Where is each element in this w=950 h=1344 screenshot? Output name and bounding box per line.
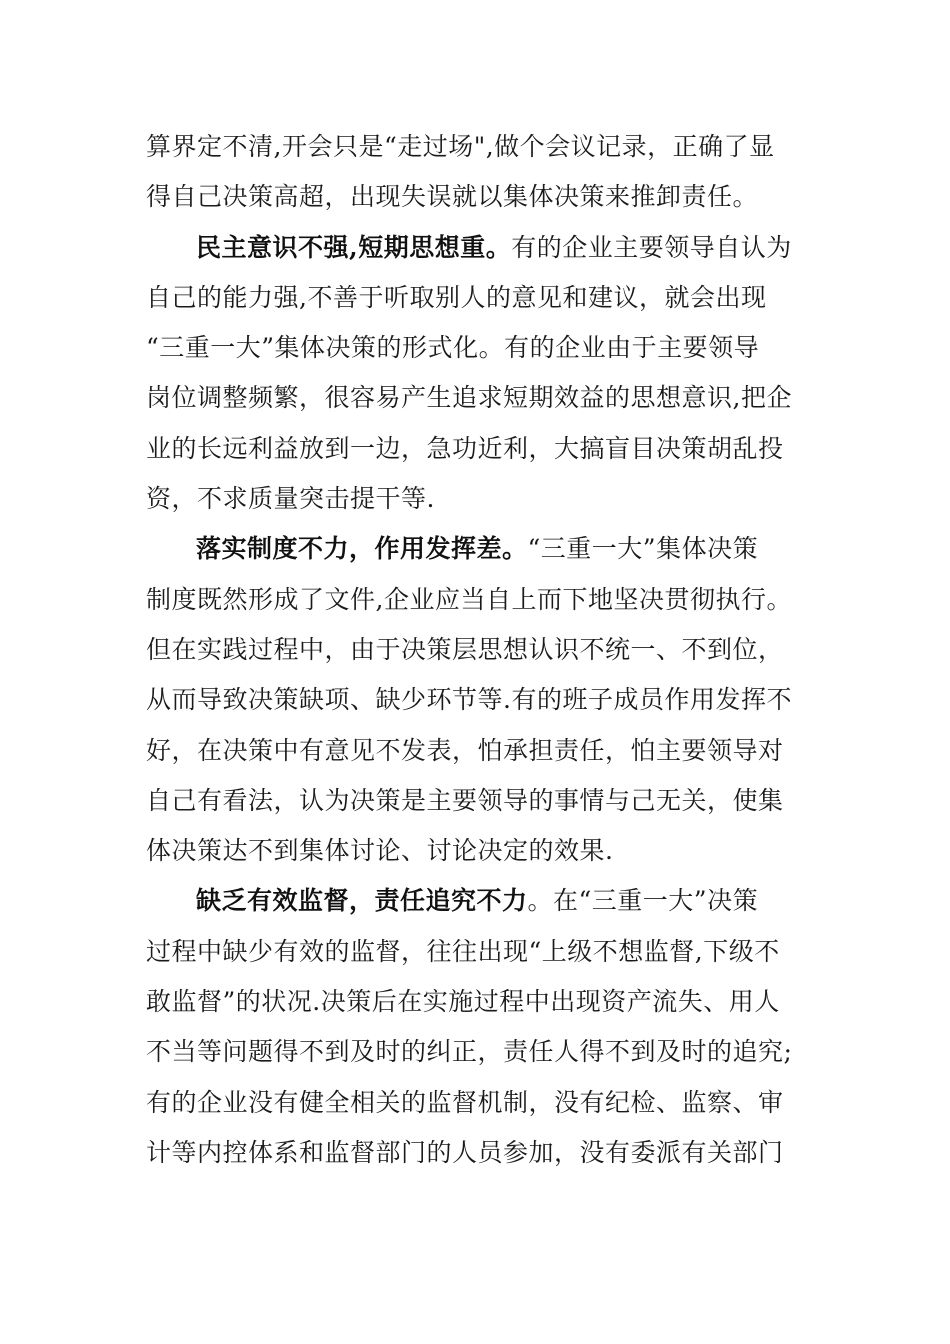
paragraph-line: 算界定不清,开会只是“走过场",做个会议记录，正确了显 bbox=[146, 132, 775, 161]
paragraph-line: 好，在决策中有意见不发表，怕承担责任，怕主要领导对 bbox=[146, 735, 784, 765]
paragraph-line: 体决策达不到集体讨论、讨论决定的效果. bbox=[146, 836, 614, 866]
paragraph-first-line bbox=[146, 524, 806, 574]
paragraph-continuation bbox=[146, 122, 806, 223]
paragraph-line: 有的企业主要领导自认为 bbox=[511, 232, 792, 262]
paragraph-heading: 民主意识不强,短期思想重。 bbox=[196, 232, 512, 262]
paragraph-line: 敢监督”的状况.决策后在实施过程中出现资产流失、用人 bbox=[146, 987, 780, 1017]
paragraph-first-line bbox=[146, 876, 806, 926]
paragraph-democratic-awareness bbox=[146, 223, 806, 525]
paragraph-line: 自己的能力强,不善于听取别人的意见和建议，就会出现 bbox=[146, 282, 767, 312]
document-body bbox=[146, 122, 806, 1178]
paragraph-line: 业的长远利益放到一边，急功近利，大搞盲目决策胡乱投 bbox=[146, 433, 784, 463]
paragraph-implementation bbox=[146, 524, 806, 876]
paragraph-line: 资，不求质量突击提干等. bbox=[146, 484, 435, 514]
paragraph-line: “三重一大”集体决策的形式化。有的企业由于主要领导 bbox=[146, 333, 760, 363]
paragraph-heading: 缺乏有效监督，责任追究不力 bbox=[196, 886, 528, 916]
paragraph-line: 计等内控体系和监督部门的人员参加，没有委派有关部门 bbox=[146, 1137, 784, 1167]
paragraph-line: 制度既然形成了文件,企业应当自上而下地坚决贯彻执行。 bbox=[146, 584, 792, 614]
paragraph-line: 过程中缺少有效的监督，往往出现“上级不想监督,下级不 bbox=[146, 936, 780, 966]
paragraph-line: 从而导致决策缺项、缺少环节等.有的班子成员作用发挥不 bbox=[146, 685, 792, 715]
paragraph-line: 但在实践过程中，由于决策层思想认识不统一、不到位， bbox=[146, 634, 784, 664]
paragraph-first-line bbox=[146, 223, 806, 273]
paragraph-heading: 落实制度不力，作用发挥差。 bbox=[196, 534, 528, 564]
paragraph-line: 有的企业没有健全相关的监督机制，没有纪检、监察、审 bbox=[146, 1087, 784, 1117]
paragraph-line: “三重一大”集体决策 bbox=[527, 534, 759, 564]
paragraph-line: 不当等问题得不到及时的纠正，责任人得不到及时的追究; bbox=[146, 1037, 793, 1067]
paragraph-line: 。在“三重一大”决策 bbox=[527, 886, 759, 916]
paragraph-line: 自己有看法，认为决策是主要领导的事情与己无关，使集 bbox=[146, 785, 784, 815]
paragraph-line: 得自己决策高超，出现失误就以集体决策来推卸责任。 bbox=[146, 182, 759, 212]
paragraph-line: 岗位调整频繁，很容易产生追求短期效益的思想意识,把企 bbox=[146, 383, 792, 413]
paragraph-supervision bbox=[146, 876, 806, 1178]
